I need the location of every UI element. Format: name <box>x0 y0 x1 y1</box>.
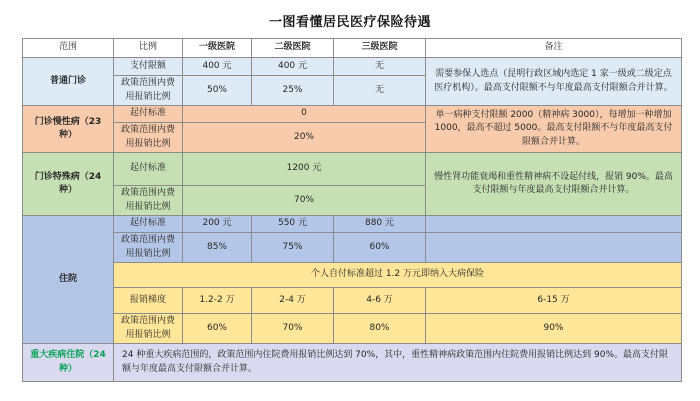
hospitalization-row-2 <box>23 233 682 263</box>
header-scope: 范围 <box>23 39 114 58</box>
hosp-ratio-label: 政策范围内费用报销比例 <box>114 233 183 263</box>
special-outpatient-row-1 <box>23 153 682 186</box>
header-ratio: 比例 <box>114 39 183 58</box>
header-hospital-3: 三级医院 <box>334 39 426 58</box>
major-disease-row <box>23 344 682 382</box>
general-outpatient-label: 普通门诊 <box>23 58 114 106</box>
general-outpatient-row-1 <box>23 58 682 76</box>
special-ratio-label: 政策范围内费用报销比例 <box>114 186 183 216</box>
hosp-ratio-hosp3: 60% <box>334 233 426 263</box>
general-ratio-hosp3: 无 <box>334 76 426 106</box>
pay-limit-hosp2: 400 元 <box>252 58 334 76</box>
general-ratio-hosp2: 25% <box>252 76 334 106</box>
chronic-outpatient-row-1 <box>23 106 682 123</box>
gradient-tier3: 4-6 万 <box>334 288 426 314</box>
header-remark: 备注 <box>426 39 682 58</box>
general-outpatient-remark: 需要参保人选点（昆明行政区域内选定 1 家一级或二级定点医疗机构）。最高支付限额不与年度最高支付限额合并计算。 <box>426 58 682 106</box>
hosp-deductible-hosp1: 200 元 <box>183 216 252 233</box>
header-hospital-1: 一级医院 <box>183 39 252 58</box>
gradient-ratio-tier1: 60% <box>183 314 252 344</box>
chronic-outpatient-remark: 单一病种支付限额 2000（精神病 3000），每增加一种增加 1000，最高不超过 5000。最高支付限额不与年度最高支付限额合并计算。 <box>426 106 682 153</box>
special-deductible-label: 起付标准 <box>114 153 183 186</box>
gradient-ratio-tier3: 80% <box>334 314 426 344</box>
gradient-tier1: 1.2-2 万 <box>183 288 252 314</box>
major-disease-label: 重大疾病住院（24 种） <box>23 344 114 382</box>
major-illness-banner: 个人自付标准超过 1.2 万元即纳入大病保险 <box>114 263 682 288</box>
gradient-tier4: 6-15 万 <box>426 288 682 314</box>
major-illness-banner-row <box>23 263 682 288</box>
chronic-ratio-label: 政策范围内费用报销比例 <box>114 123 183 153</box>
hosp-deductible-label: 起付标准 <box>114 216 183 233</box>
header-row <box>23 39 682 58</box>
hospitalization-row-1 <box>23 216 682 233</box>
pay-limit-hosp1: 400 元 <box>183 58 252 76</box>
hospitalization-label: 住院 <box>23 216 114 344</box>
special-outpatient-label: 门诊特殊病（24 种） <box>23 153 114 216</box>
pay-limit-label: 支付限额 <box>114 58 183 76</box>
hosp-ratio-hosp1: 85% <box>183 233 252 263</box>
hospitalization-remark-empty-2 <box>426 233 682 263</box>
gradient-ratio-tier4: 90% <box>426 314 682 344</box>
gradient-ratio-tier2: 70% <box>252 314 334 344</box>
major-disease-text: 24 种重大疾病范围的，政策范围内住院费用报销比例达到 70%，其中，重性精神病政策范围内住院费用报销比例达到 90%。最高支付限额与年度最高支付限额合并计算。 <box>114 344 682 382</box>
gradient-row <box>23 288 682 314</box>
chronic-deductible-label: 起付标准 <box>114 106 183 123</box>
header-hospital-2: 二级医院 <box>252 39 334 58</box>
chronic-outpatient-label: 门诊慢性病（23 种） <box>23 106 114 153</box>
gradient-tier2: 2-4 万 <box>252 288 334 314</box>
hosp-ratio-hosp2: 75% <box>252 233 334 263</box>
chronic-deductible-value: 0 <box>183 106 426 123</box>
insurance-benefits-table <box>22 38 682 382</box>
hospitalization-remark-empty-1 <box>426 216 682 233</box>
hosp-deductible-hosp2: 550 元 <box>252 216 334 233</box>
general-ratio-label: 政策范围内费用报销比例 <box>114 76 183 106</box>
special-ratio-value: 70% <box>183 186 426 216</box>
gradient-label: 报销梯度 <box>114 288 183 314</box>
general-ratio-hosp1: 50% <box>183 76 252 106</box>
gradient-ratio-label: 政策范围内费用报销比例 <box>114 314 183 344</box>
special-outpatient-remark: 慢性肾功能衰竭和重性精神病不设起付线，报销 90%。最高支付限额与年度最高支付限额合并计算。 <box>426 153 682 216</box>
chronic-ratio-value: 20% <box>183 123 426 153</box>
page-title: 一图看懂居民医疗保险待遇 <box>268 15 431 30</box>
gradient-ratio-row <box>23 314 682 344</box>
pay-limit-hosp3: 无 <box>334 58 426 76</box>
hosp-deductible-hosp3: 880 元 <box>334 216 426 233</box>
special-deductible-value: 1200 元 <box>183 153 426 186</box>
